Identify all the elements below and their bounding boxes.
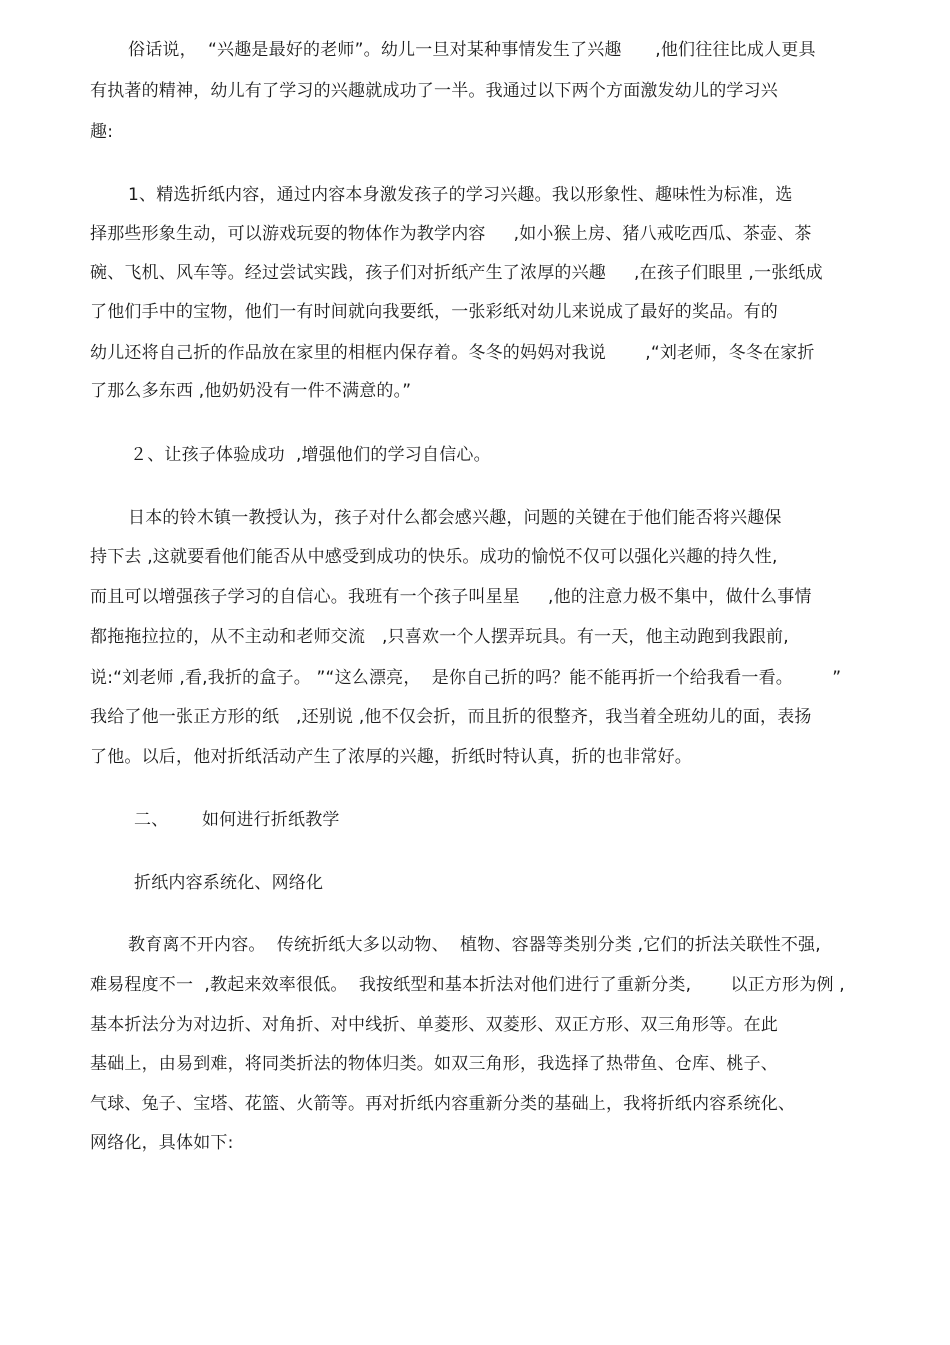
text-line: 幼儿还将自己折的作品放在家里的相框内保存着。冬冬的妈妈对我说 ,“刘老师，冬冬在家折 [90,343,815,363]
text-line: 气球、兔子、宝塔、花篮、火箭等。再对折纸内容重新分类的基础上，我将折纸内容系统化、 [90,1094,796,1114]
text-line: 基础上，由易到难，将同类折法的物体归类。如双三角形，我选择了热带鱼、仓库、桃子、 [90,1054,778,1074]
subsection-heading: 折纸内容系统化、网络化 [134,873,324,893]
text-line: 了他们手中的宝物，他们一有时间就向我要纸，一张彩纸对幼儿来说成了最好的奖品。有的 [90,302,778,322]
text-line: 碗、飞机、风车等。经过尝试实践，孩子们对折纸产生了浓厚的兴趣 ,在孩子们眼里 ,一张纸成 [90,263,823,283]
text-line: 网络化，具体如下: [90,1133,234,1153]
text-line: 择那些形象生动，可以游戏玩耍的物体作为教学内容 ,如小猴上房、猪八戒吃西瓜、茶壶、茶 [90,224,812,244]
text-line: 俗话说， “兴趣是最好的老师”。幼儿一旦对某种事情发生了兴趣 ,他们往往比成人更具 [128,40,816,60]
section-heading: ２、让孩子体验成功 ,增强他们的学习自信心。 [130,445,491,465]
text-line: 了他。以后，他对折纸活动产生了浓厚的兴趣，折纸时特认真，折的也非常好。 [90,747,692,767]
text-line: 了那么多东西 ,他奶奶没有一件不满意的。” [90,381,412,401]
text-line: 难易程度不一 ,教起来效率很低。 我按纸型和基本折法对他们进行了重新分类, 以正方形为例 , [90,975,845,995]
text-line: 持下去 ,这就要看他们能否从中感受到成功的快乐。成功的愉悦不仅可以强化兴趣的持久性, [90,547,778,567]
text-line: 都拖拖拉拉的，从不主动和老师交流 ,只喜欢一个人摆弄玩具。有一天，他主动跑到我跟前, [90,627,789,647]
text-line: 趣: [90,122,114,142]
text-line: 而且可以增强孩子学习的自信心。我班有一个孩子叫星星 ,他的注意力极不集中，做什么事情 [90,587,812,607]
text-line: 说:“刘老师 ,看,我折的盒子。 ”“这么漂亮， 是你自己折的吗？能不能再折一个给我看一看。 ” [90,668,842,688]
section-heading: 二、 如何进行折纸教学 [134,810,340,830]
text-line: 日本的铃木镇一教授认为，孩子对什么都会感兴趣，问题的关键在于他们能否将兴趣保 [128,508,782,528]
text-line: 有执著的精神，幼儿有了学习的兴趣就成功了一半。我通过以下两个方面激发幼儿的学习兴 [90,81,778,101]
text-line: 1、精选折纸内容，通过内容本身激发孩子的学习兴趣。我以形象性、趣味性为标准，选 [128,185,793,205]
text-line: 教育离不开内容。 传统折纸大多以动物、 植物、容器等类别分类 ,它们的折法关联性不强, [128,935,821,955]
text-line: 基本折法分为对边折、对角折、对中线折、单菱形、双菱形、双正方形、双三角形等。在此 [90,1015,778,1035]
text-line: 我给了他一张正方形的纸 ,还别说 ,他不仅会折，而且折的很整齐，我当着全班幼儿的面，表扬 [90,707,812,727]
